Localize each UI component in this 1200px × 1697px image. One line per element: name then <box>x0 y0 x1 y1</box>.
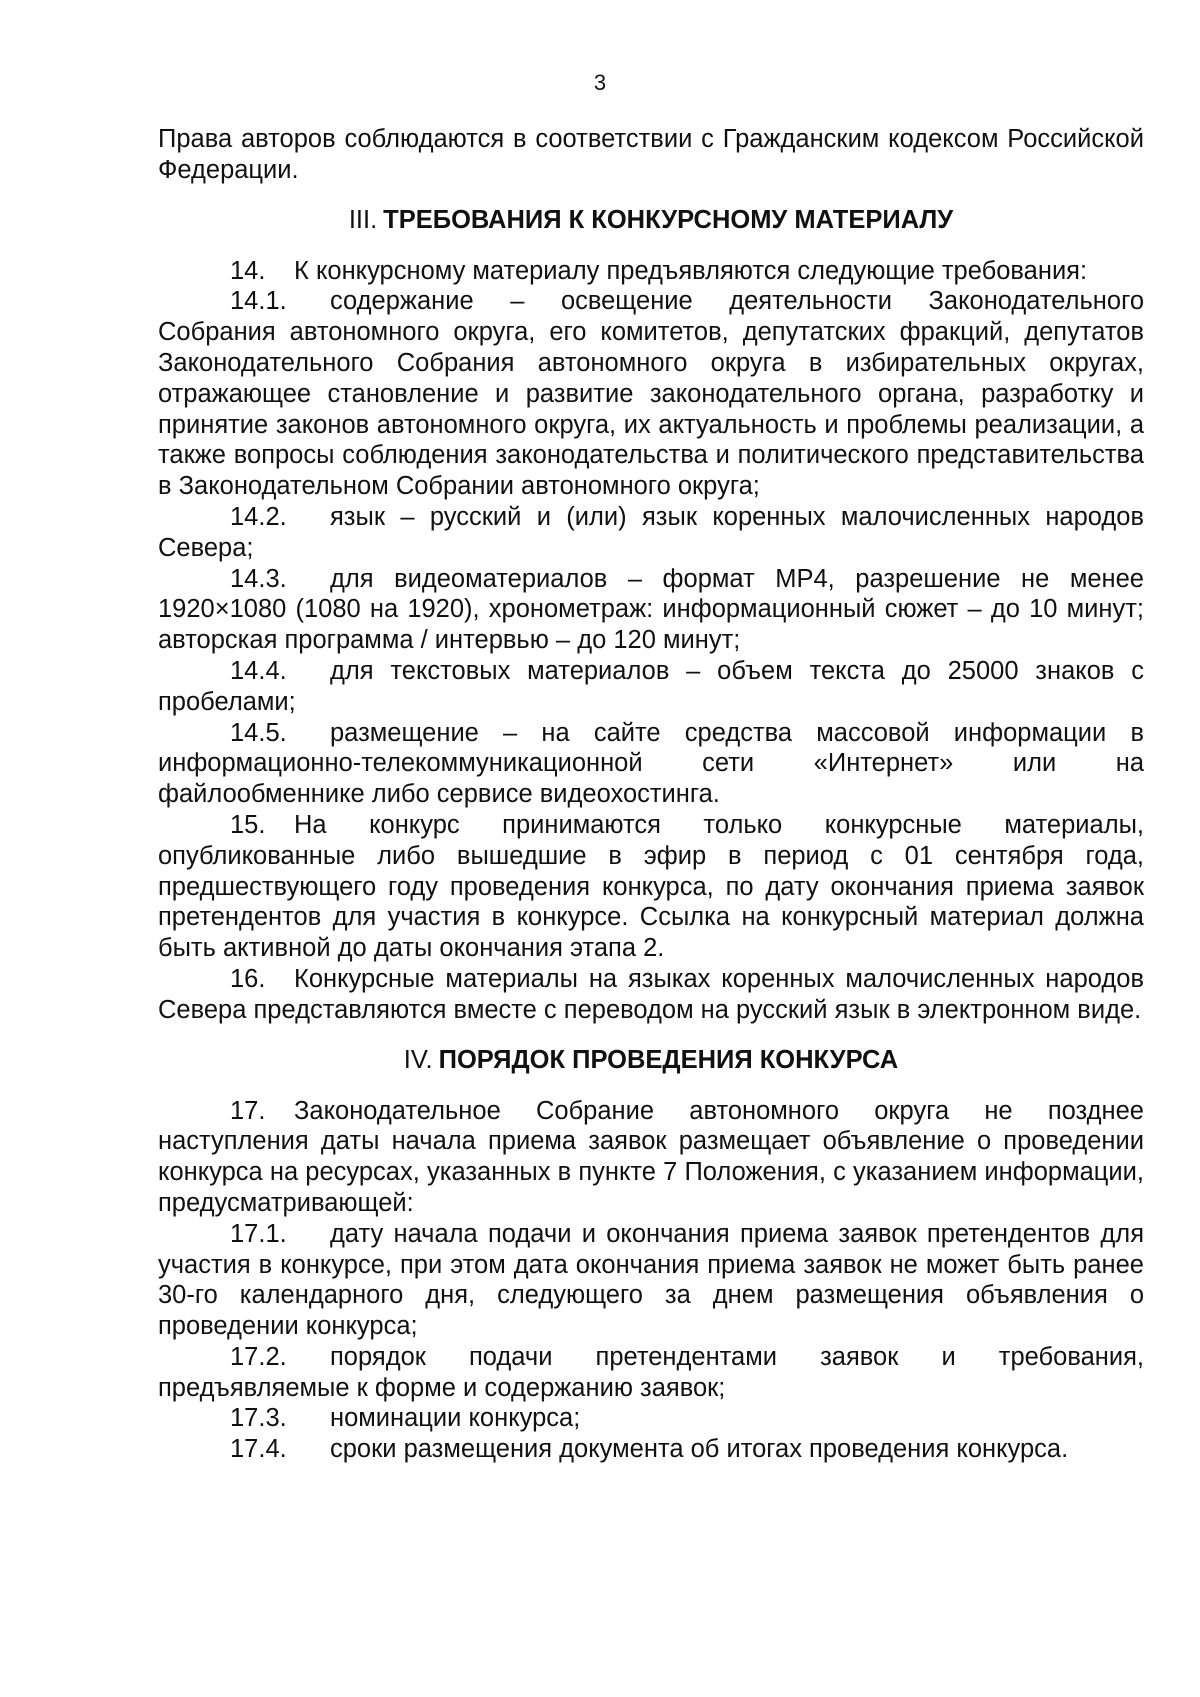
clause-14-5 <box>158 718 1144 810</box>
section-title: ПОРЯДОК ПРОВЕДЕНИЯ КОНКУРСА <box>438 1045 899 1074</box>
clause-number: 14. <box>230 256 266 285</box>
clause-number: 14.2. <box>230 502 287 531</box>
clause-text: К конкурсному материалу предъявляются следующие требования: <box>294 256 1088 285</box>
clause-text: На конкурс принимаются только конкурсные материалы, опубликованные либо вышедшие в эфир в период с 01 сентября года, предшествующего году проведения конкурса, по дату окончания приема заявок претендентов для участия в конкурсе. Ссылка на конкурсный материал должна быть активной до даты окончания этапа 2. <box>158 810 1144 963</box>
clause-number: 14.3. <box>230 564 287 593</box>
clause-number: 14.5. <box>230 718 287 747</box>
clause-14-2 <box>158 502 1144 564</box>
section-heading-4 <box>158 1045 1144 1075</box>
clause-number: 17.3. <box>230 1404 287 1433</box>
clause-number: 17. <box>230 1096 266 1125</box>
section-heading-3 <box>158 205 1144 235</box>
clause-17-1 <box>158 1219 1144 1342</box>
clause-text: Законодательное Собрание автономного округа не позднее наступления даты начала приема заявок размещает объявление о проведении конкурса на ресурсах, указанных в пункте 7 Положения, с указанием информации, предусматривающей: <box>158 1096 1144 1217</box>
clause-15 <box>158 810 1144 964</box>
section-number: IV. <box>403 1045 433 1074</box>
clause-17 <box>158 1096 1144 1219</box>
clause-number: 17.1. <box>230 1219 287 1248</box>
clause-14-4 <box>158 656 1144 718</box>
clause-text: сроки размещения документа об итогах проведения конкурса. <box>330 1435 1069 1464</box>
clause-text: номинации конкурса; <box>330 1404 581 1433</box>
clause-number: 14.1. <box>230 287 287 316</box>
clause-text: порядок подачи претендентами заявок и требования, предъявляемые к форме и содержанию заявок; <box>158 1342 1144 1402</box>
clause-number: 17.4. <box>230 1435 287 1464</box>
clause-text: Конкурсные материалы на языках коренных малочисленных народов Севера представляются вместе с переводом на русский язык в электронном виде. <box>158 964 1144 1024</box>
intro-paragraph: Права авторов соблюдаются в соответствии с Гражданским кодексом Российской Федерации. <box>158 125 1144 184</box>
clause-number: 16. <box>230 964 266 993</box>
clause-16 <box>158 964 1144 1026</box>
clause-text: язык – русский и (или) язык коренных малочисленных народов Севера; <box>158 502 1144 562</box>
clause-number: 14.4. <box>230 656 287 685</box>
clause-text: для текстовых материалов – объем текста до 25000 знаков с пробелами; <box>158 656 1144 716</box>
clause-text: размещение – на сайте средства массовой информации в информационно-телекоммуникационной сети «Интернет» или на файлообменнике либо сервисе видеохостинга. <box>158 718 1144 809</box>
clause-14-1 <box>158 286 1144 502</box>
clause-text: дату начала подачи и окончания приема заявок претендентов для участия в конкурсе, при этом дата окончания приема заявок не может быть ранее 30-го календарного дня, следующего за днем размещения объявления о проведении конкурса; <box>158 1219 1144 1341</box>
document-body <box>158 124 1144 1465</box>
clause-text: для видеоматериалов – формат MP4, разрешение не менее 1920×1080 (1080 на 1920), хронометраж: информационный сюжет – до 10 минут; авторская программа / интервью – до 120 минут; <box>158 564 1144 655</box>
section-number: III. <box>348 205 378 234</box>
clause-text: содержание – освещение деятельности Законодательного Собрания автономного округа, его комитетов, депутатских фракций, депутатов Законодательного Собрания автономного округа в избирательных округах, отражающее становление и развитие законодательного органа, разработку и принятие законов автономного округа, их актуальность и проблемы реализации, а также вопросы соблюдения законодательства и политического представительства в Законодательном Собрании автономного округа; <box>158 287 1144 501</box>
section-title: ТРЕБОВАНИЯ К КОНКУРСНОМУ МАТЕРИАЛУ <box>383 205 954 234</box>
clause-14 <box>158 256 1144 287</box>
clause-17-3 <box>158 1403 1144 1434</box>
clause-17-4 <box>158 1434 1144 1465</box>
clause-number: 17.2. <box>230 1342 287 1371</box>
clause-14-3 <box>158 564 1144 656</box>
clause-number: 15. <box>230 810 266 839</box>
page-number: 3 <box>593 70 607 95</box>
clause-17-2 <box>158 1342 1144 1404</box>
